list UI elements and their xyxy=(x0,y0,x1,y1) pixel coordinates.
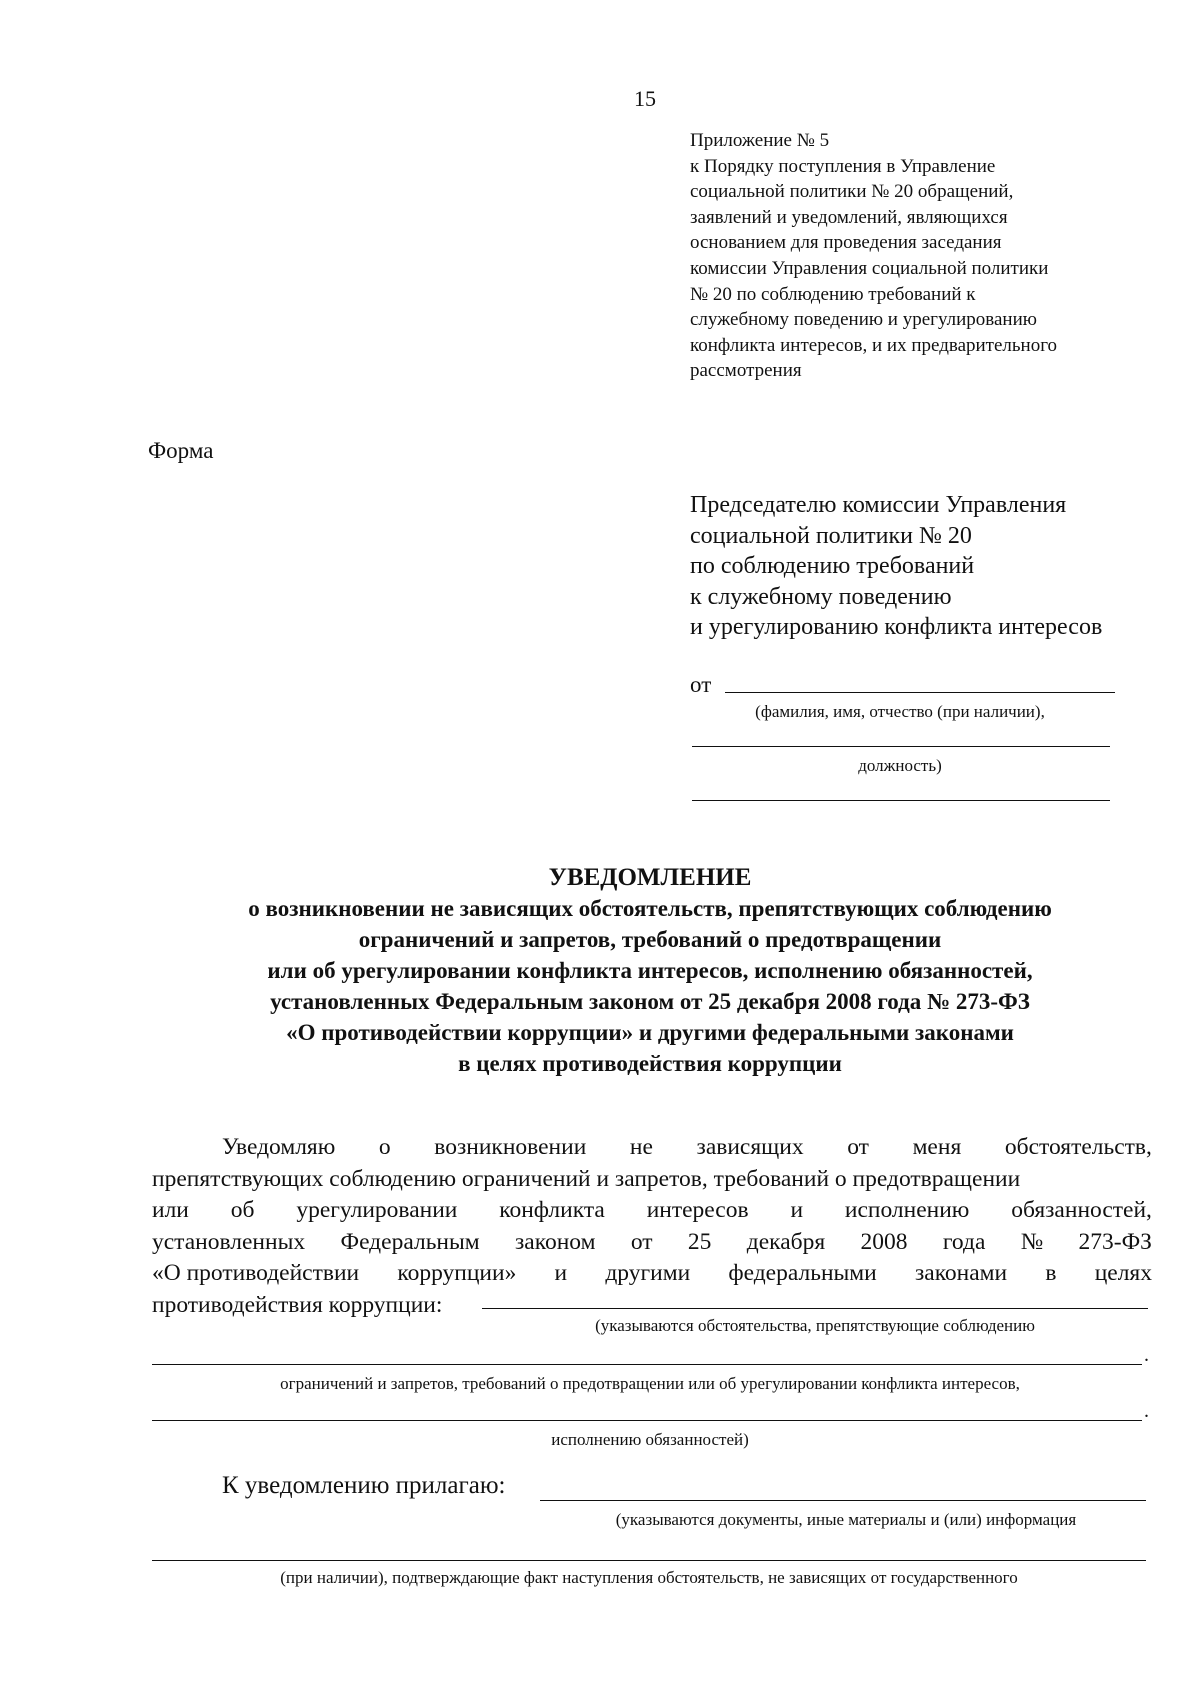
circumstances-field[interactable] xyxy=(482,1308,1148,1309)
circumstances-field-3[interactable] xyxy=(152,1420,1142,1421)
appendix-line: Приложение № 5 xyxy=(690,130,830,151)
word: обстоятельств, xyxy=(1004,1134,1152,1160)
title-line: установленных Федеральным законом от 25 декабря 2008 года № 273-ФЗ xyxy=(270,989,1030,1014)
word: 2008 xyxy=(860,1228,908,1255)
word: коррупции» xyxy=(397,1260,517,1286)
body-line-5 xyxy=(152,1258,1152,1290)
position-caption: должность) xyxy=(858,756,942,775)
title-line: о возникновении не зависящих обстоятельств, препятствующих соблюдению xyxy=(248,896,1052,921)
appendix-line: заявлений и уведомлений, являющихся xyxy=(690,206,1008,228)
word: года xyxy=(942,1228,986,1255)
word: установленных xyxy=(152,1228,306,1255)
circumstances-field-2[interactable] xyxy=(152,1364,1142,1365)
circumstances-caption-3: исполнению обязанностей) xyxy=(551,1430,749,1449)
word: декабря xyxy=(746,1228,826,1255)
circumstances-caption-1: (указываются обстоятельства, препятствующие соблюдению xyxy=(595,1316,1035,1335)
appendix-line: служебному поведению и урегулированию xyxy=(690,309,1037,331)
period-mark: . xyxy=(1144,1400,1149,1422)
title-line: или об урегулировании конфликта интересов, исполнению обязанностей, xyxy=(267,958,1033,983)
word: зависящих xyxy=(696,1134,804,1160)
form-label: Форма xyxy=(148,438,214,463)
word: и xyxy=(790,1197,804,1223)
word: о xyxy=(378,1134,391,1160)
word: обязанностей, xyxy=(1011,1197,1152,1223)
word: от xyxy=(847,1134,869,1160)
word: или xyxy=(152,1197,189,1223)
addressee-line: и урегулированию конфликта интересов xyxy=(690,614,1103,640)
word: 25 xyxy=(687,1228,712,1255)
addressee-line: по соблюдению требований xyxy=(690,553,975,579)
period-mark: . xyxy=(1144,1344,1149,1366)
page-number: 15 xyxy=(634,86,656,111)
body-line-3 xyxy=(152,1195,1152,1227)
addressee-line: Председателю комиссии Управления xyxy=(690,492,1067,518)
word: Федеральным xyxy=(340,1228,480,1255)
word: «О противодействии xyxy=(152,1260,360,1286)
body-line-4 xyxy=(152,1227,1152,1259)
body-line-6: противодействия коррупции: xyxy=(152,1291,443,1318)
word: и xyxy=(554,1260,568,1286)
attachment-caption-2: (при наличии), подтверждающие факт наступления обстоятельств, не зависящих от государственного xyxy=(280,1568,1018,1587)
word: интересов xyxy=(646,1197,749,1223)
title-line: «О противодействии коррупции» и другими федеральными законами xyxy=(286,1020,1014,1045)
appendix-line: основанием для проведения заседания xyxy=(690,232,1002,254)
word: урегулировании xyxy=(296,1197,458,1223)
appendix-line: комиссии Управления социальной политики xyxy=(690,257,1049,279)
appendix-line: рассмотрения xyxy=(690,360,802,382)
appendix-line: конфликта интересов, и их предварительного xyxy=(690,334,1058,356)
word: 273-ФЗ xyxy=(1078,1228,1152,1255)
from-name-field[interactable] xyxy=(725,692,1115,693)
word: от xyxy=(630,1228,653,1255)
word: № xyxy=(1020,1228,1044,1255)
addressee-line: социальной политики № 20 xyxy=(690,522,972,549)
word: исполнению xyxy=(844,1197,970,1223)
from-name-field-2[interactable] xyxy=(692,746,1110,747)
word: возникновении xyxy=(434,1134,587,1160)
word: целях xyxy=(1094,1260,1152,1286)
addressee-line: к служебному поведению xyxy=(690,583,952,610)
word: конфликта xyxy=(499,1197,605,1223)
from-label: от xyxy=(690,672,712,697)
body-line-2: препятствующих соблюдению ограничений и запретов, требований о предотвращении xyxy=(152,1165,1021,1192)
word: не xyxy=(629,1134,653,1160)
appendix-line: социальной политики № 20 обращений, xyxy=(690,181,1014,203)
attachment-label: К уведомлению прилагаю: xyxy=(222,1472,506,1499)
word: другими xyxy=(605,1260,691,1286)
notification-title xyxy=(120,862,1180,1079)
title-main: УВЕДОМЛЕНИЕ xyxy=(548,864,752,891)
word: законом xyxy=(515,1228,596,1255)
word: федеральными xyxy=(728,1260,877,1286)
word: меня xyxy=(912,1134,962,1160)
title-line: в целях противодействия коррупции xyxy=(458,1051,842,1076)
word: в xyxy=(1045,1260,1057,1286)
appendix-header xyxy=(690,128,1160,384)
notification-body xyxy=(152,1132,1152,1321)
title-line: ограничений и запретов, требований о предотвращении xyxy=(358,927,942,952)
name-caption: (фамилия, имя, отчество (при наличии), xyxy=(755,702,1045,721)
attachment-field-2[interactable] xyxy=(152,1560,1146,1561)
position-field[interactable] xyxy=(692,800,1110,801)
attachment-caption-1: (указываются документы, иные материалы и (или) информация xyxy=(615,1510,1077,1529)
word: об xyxy=(230,1197,255,1223)
circumstances-caption-2: ограничений и запретов, требований о предотвращении или об урегулировании конфликта интересов, xyxy=(280,1374,1020,1393)
attachment-field[interactable] xyxy=(540,1500,1146,1501)
addressee-block xyxy=(690,490,1102,643)
body-line-1 xyxy=(152,1132,1152,1164)
word: Уведомляю xyxy=(222,1134,336,1160)
word: законами xyxy=(914,1260,1008,1286)
appendix-line: № 20 по соблюдению требований к xyxy=(690,283,976,305)
appendix-line: к Порядку поступления в Управление xyxy=(690,155,996,177)
